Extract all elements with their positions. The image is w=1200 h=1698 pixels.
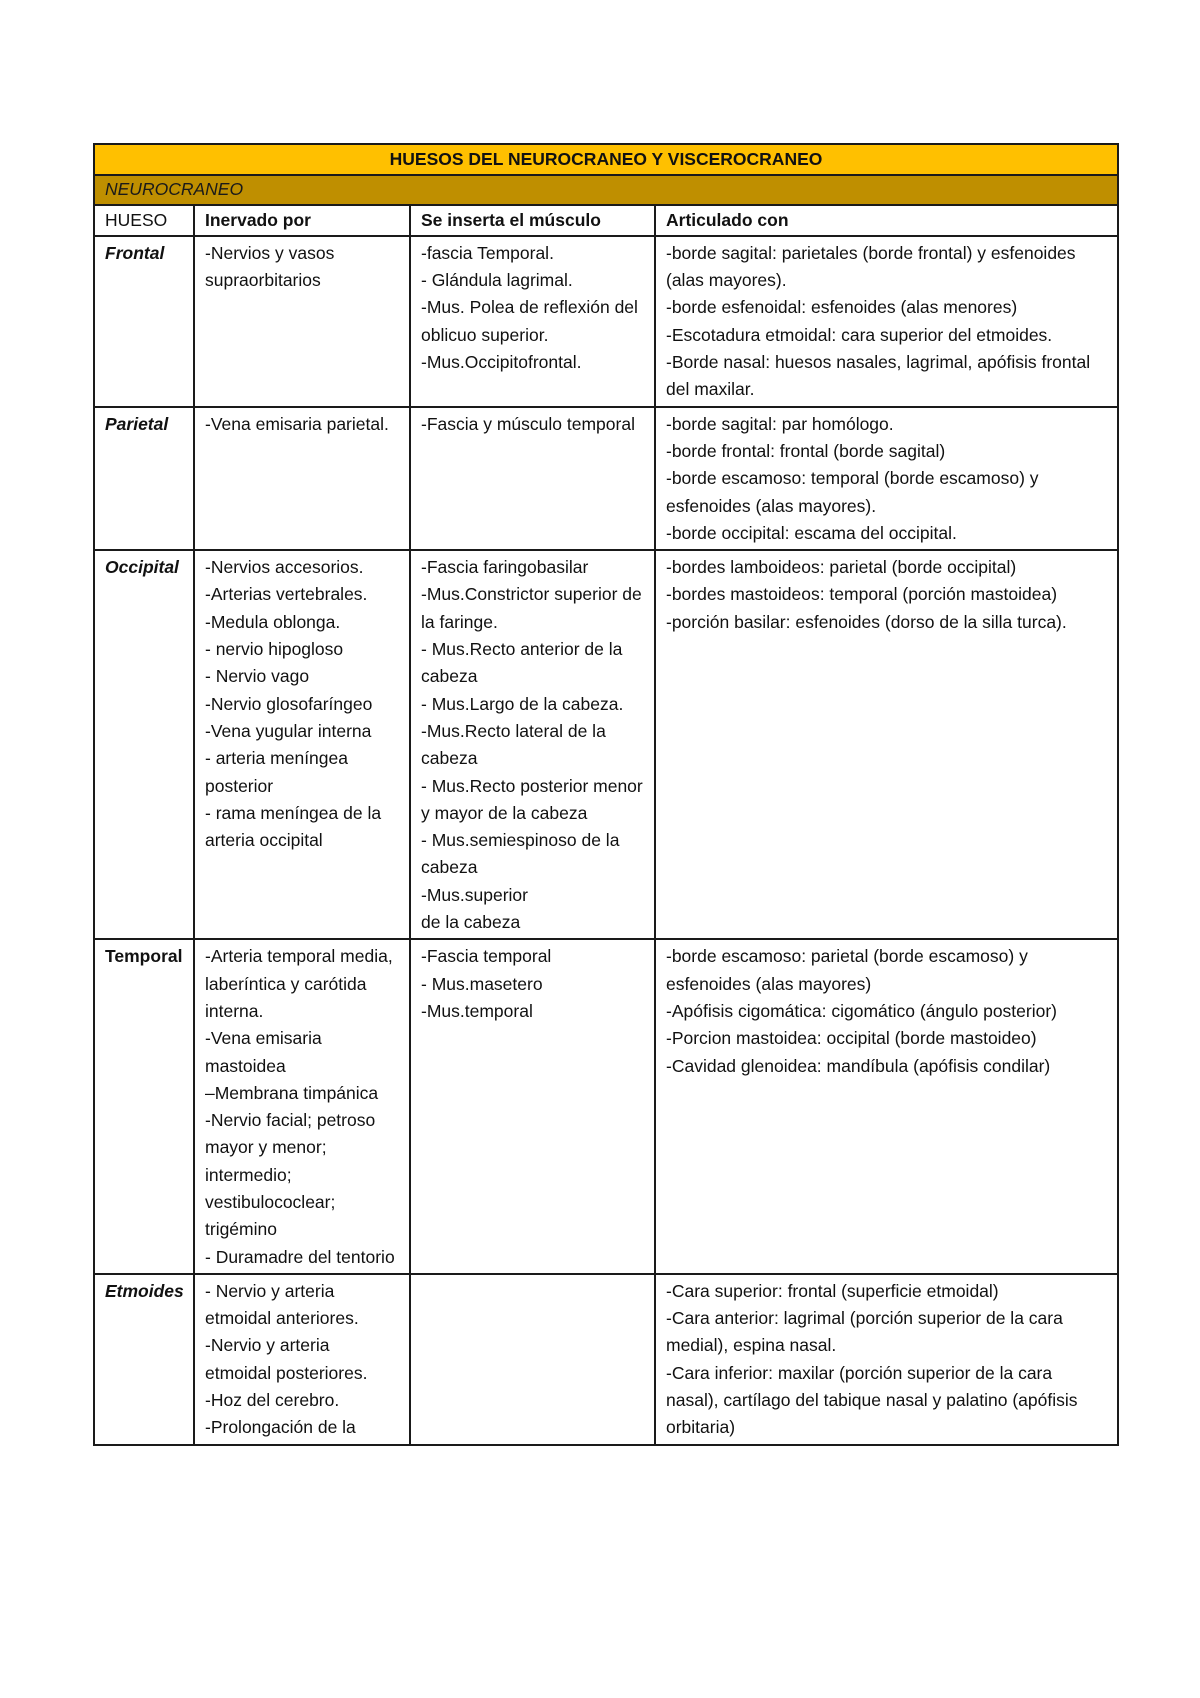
innervation-cell — [194, 1274, 410, 1445]
cell-line: -borde esfenoidal: esfenoides (alas menores) — [666, 297, 1018, 318]
table-row — [94, 550, 1118, 939]
table-row — [94, 1274, 1118, 1445]
cell-line: -Cavidad glenoidea: mandíbula (apófisis condilar) — [666, 1055, 1051, 1076]
cell-line: -Nervio facial; petroso mayor y menor; intermedio; vestibulococlear; trigémino — [205, 1110, 376, 1240]
cell-line: - Glándula lagrimal. — [421, 270, 573, 291]
cell-line: -Mus.Constrictor superior de la faringe. — [421, 584, 642, 632]
cell-line: -Cara superior: frontal (superficie etmoidal) — [666, 1280, 999, 1301]
articulation-cell — [655, 550, 1118, 939]
bone-name: Parietal — [94, 407, 194, 550]
innervation-cell — [194, 407, 410, 550]
muscle-cell — [410, 236, 655, 407]
innervation-cell — [194, 939, 410, 1274]
innervation-cell — [194, 236, 410, 407]
table-title: HUESOS DEL NEUROCRANEO Y VISCEROCRANEO — [94, 144, 1118, 175]
title-row — [94, 144, 1118, 175]
cell-line: -Medula oblonga. — [205, 611, 341, 632]
bone-name: Occipital — [94, 550, 194, 939]
articulation-cell — [655, 939, 1118, 1274]
cell-line: - Nervio vago — [205, 666, 310, 687]
cell-line: de la cabeza — [421, 912, 521, 933]
cell-line: - nervio hipogloso — [205, 639, 344, 660]
cell-line: -Mus. Polea de reflexión del oblicuo superior. — [421, 297, 638, 345]
cell-line: -Mus.Recto lateral de la cabeza — [421, 720, 606, 769]
cell-line: -Fascia faringobasilar — [421, 557, 589, 578]
cell-line: -Nervios accesorios. — [205, 557, 364, 578]
muscle-cell — [410, 407, 655, 550]
section-label: NEUROCRANEO — [94, 175, 1118, 204]
cell-line: -borde sagital: parietales (borde frontal) y esfenoides (alas mayores). — [666, 242, 1076, 291]
cell-line: -Prolongación de la — [205, 1417, 356, 1438]
cell-line: -Apófisis cigomática: cigomático (ángulo posterior) — [666, 1000, 1057, 1021]
muscle-cell — [410, 939, 655, 1274]
cell-line: -Porcion mastoidea: occipital (borde mastoideo) — [666, 1028, 1037, 1049]
cell-line: - Mus.masetero — [421, 973, 543, 994]
cell-line: -borde occipital: escama del occipital. — [666, 522, 957, 543]
cell-line: - Mus.Recto posterior menor y mayor de la cabeza — [421, 775, 643, 823]
cell-line: -borde escamoso: temporal (borde escamoso) y esfenoides (alas mayores). — [666, 468, 1039, 516]
cell-line: -borde frontal: frontal (borde sagital) — [666, 440, 946, 461]
header-muscle: Se inserta el músculo — [410, 205, 655, 236]
bone-name: Etmoides — [94, 1274, 194, 1445]
cell-line: -Borde nasal: huesos nasales, lagrimal, apófisis frontal del maxilar. — [666, 352, 1091, 400]
cell-line: -Mus.superior — [421, 884, 528, 905]
cell-line: -bordes lamboideos: parietal (borde occipital) — [666, 557, 1017, 578]
bone-name: Temporal — [94, 939, 194, 1274]
cell-line: - Duramadre del tentorio — [205, 1246, 395, 1267]
cell-line: -Cara inferior: maxilar (porción superior de la cara nasal), cartílago del tabique nasal y palatino (apófisis orbitaria) — [666, 1362, 1078, 1438]
bone-name: Frontal — [94, 236, 194, 407]
cell-line: -Nervios y vasos supraorbitarios — [205, 242, 335, 291]
cell-line: -fascia Temporal. — [421, 242, 554, 263]
cell-line: -Cara anterior: lagrimal (porción superior de la cara medial), espina nasal. — [666, 1308, 1063, 1356]
header-innervation: Inervado por — [194, 205, 410, 236]
cell-line: -borde escamoso: parietal (borde escamoso) y esfenoides (alas mayores) — [666, 946, 1028, 994]
section-row — [94, 175, 1118, 204]
cell-line: - Nervio y arteria etmoidal anteriores. — [205, 1280, 359, 1329]
cell-line: -Mus.temporal — [421, 1000, 533, 1021]
articulation-cell — [655, 407, 1118, 550]
articulation-cell — [655, 1274, 1118, 1445]
cell-line: -Arterias vertebrales. — [205, 584, 368, 605]
cell-line: - arteria meníngea posterior — [205, 748, 348, 796]
cell-line: -Vena emisaria parietal. — [205, 413, 389, 434]
cell-line: -porción basilar: esfenoides (dorso de la silla turca). — [666, 611, 1067, 632]
cell-line: -bordes mastoideos: temporal (porción mastoidea) — [666, 584, 1058, 605]
cell-line: -Vena yugular interna — [205, 720, 372, 741]
table-row — [94, 407, 1118, 550]
cell-line: -Fascia temporal — [421, 946, 552, 967]
cell-line: -Hoz del cerebro. — [205, 1390, 340, 1411]
cell-line: -borde sagital: par homólogo. — [666, 413, 894, 434]
bones-table — [93, 143, 1119, 1446]
cell-line: -Escotadura etmoidal: cara superior del etmoides. — [666, 324, 1053, 345]
cell-line: –Membrana timpánica — [205, 1082, 379, 1103]
cell-line: -Nervio glosofaríngeo — [205, 693, 373, 714]
cell-line: - Mus.semiespinoso de la cabeza — [421, 830, 620, 878]
innervation-cell — [194, 550, 410, 939]
header-bone: HUESO — [94, 205, 194, 236]
table-row — [94, 939, 1118, 1274]
muscle-cell — [410, 550, 655, 939]
muscle-cell — [410, 1274, 655, 1445]
cell-line: - rama meníngea de la arteria occipital — [205, 802, 382, 851]
cell-line: -Fascia y músculo temporal — [421, 413, 635, 434]
articulation-cell — [655, 236, 1118, 407]
header-row — [94, 205, 1118, 236]
cell-line: -Nervio y arteria etmoidal posteriores. — [205, 1335, 368, 1383]
table-row — [94, 236, 1118, 407]
cell-line: -Mus.Occipitofrontal. — [421, 352, 582, 373]
cell-line: - Mus.Recto anterior de la cabeza — [421, 639, 623, 687]
header-articulation: Articulado con — [655, 205, 1118, 236]
cell-line: -Vena emisaria mastoidea — [205, 1028, 322, 1076]
cell-line: - Mus.Largo de la cabeza. — [421, 693, 624, 714]
cell-line: -Arteria temporal media, laberíntica y carótida interna. — [205, 946, 393, 1021]
